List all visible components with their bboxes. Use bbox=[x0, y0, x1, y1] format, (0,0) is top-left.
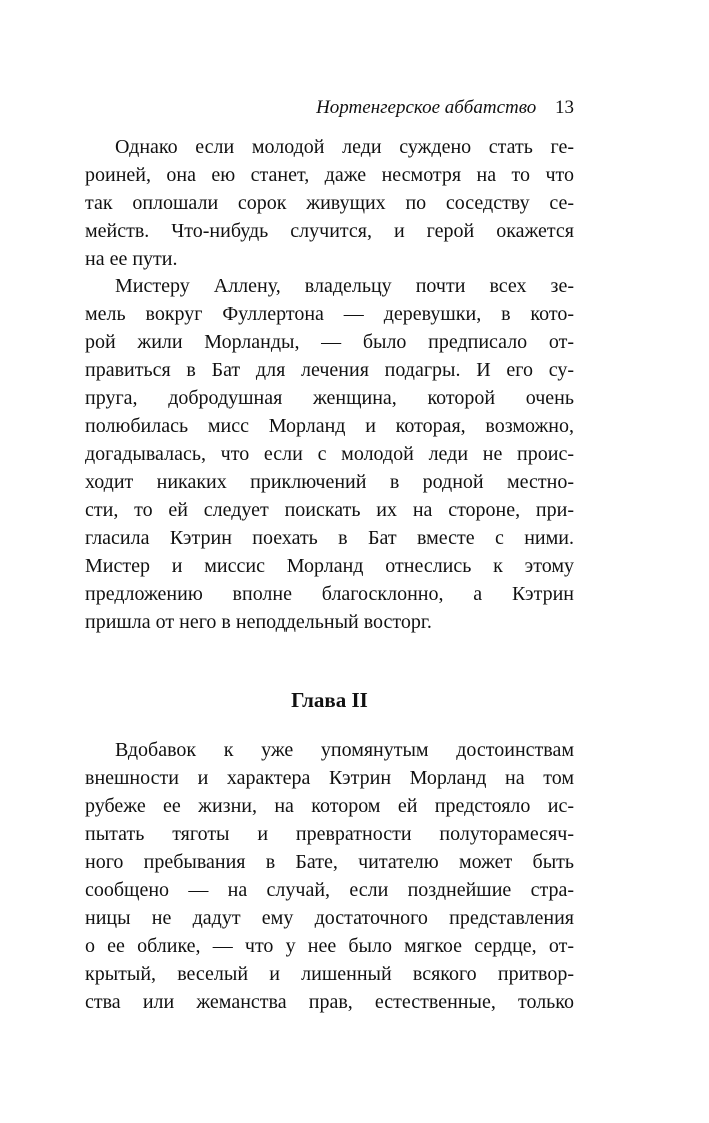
text-line: Однако если молодой леди суждено стать ге- bbox=[115, 136, 574, 158]
text-line: пытать тяготы и превратности полуторамесяч- bbox=[85, 823, 574, 845]
text-line: крытый, веселый и лишенный всякого притвор- bbox=[85, 963, 574, 985]
text-line: ходит никаких приключений в родной местно- bbox=[85, 471, 574, 493]
paragraph bbox=[85, 133, 574, 273]
text-line: Вдобавок к уже упомянутым достоинствам bbox=[115, 739, 574, 761]
text-line: догадывалась, что если с молодой леди не проис- bbox=[85, 443, 574, 465]
running-head bbox=[316, 96, 574, 120]
text-line: на ее пути. bbox=[85, 248, 178, 270]
text-line: пришла от него в неподдельный восторг. bbox=[85, 611, 432, 633]
text-line: сти, то ей следует поискать их на стороне, при- bbox=[85, 499, 574, 521]
text-line: пруга, добродушная женщина, которой очень bbox=[85, 387, 574, 409]
text-line: ницы не дадут ему достаточного представления bbox=[85, 907, 574, 929]
text-line: мейств. Что-нибудь случится, и герой окажется bbox=[85, 220, 574, 242]
text-line: правиться в Бат для лечения подагры. И его су- bbox=[85, 359, 574, 381]
paragraph bbox=[85, 272, 574, 636]
chapter-heading: Глава II bbox=[291, 688, 368, 712]
text-line: о ее облике, — что у нее было мягкое сердце, от- bbox=[85, 935, 574, 957]
text-line: рой жили Морланды, — было предписало от- bbox=[85, 331, 574, 353]
page-number: 13 bbox=[555, 97, 574, 118]
text-line: предложению вполне благосклонно, а Кэтрин bbox=[85, 583, 574, 605]
text-line: мель вокруг Фуллертона — деревушки, в кото- bbox=[85, 303, 574, 325]
text-line: Мистер и миссис Морланд отнеслись к этому bbox=[85, 555, 574, 577]
text-line: внешности и характера Кэтрин Морланд на том bbox=[85, 767, 574, 789]
text-line: полюбилась мисс Морланд и которая, возможно, bbox=[85, 415, 574, 437]
text-line: так оплошали сорок живущих по соседству се- bbox=[85, 192, 574, 214]
text-line: ного пребывания в Бате, читателю может быть bbox=[85, 851, 574, 873]
text-line: роиней, она ею станет, даже несмотря на то что bbox=[85, 164, 574, 186]
text-line: гласила Кэтрин поехать в Бат вместе с ними. bbox=[85, 527, 574, 549]
text-line: ства или жеманства прав, естественные, только bbox=[85, 991, 574, 1013]
text-line: Мистеру Аллену, владельцу почти всех зе- bbox=[115, 275, 574, 297]
text-line: сообщено — на случай, если позднейшие стра- bbox=[85, 879, 574, 901]
text-line: рубеже ее жизни, на котором ей предстояло ис- bbox=[85, 795, 574, 817]
running-head-title: Нортенгерское аббатство bbox=[316, 97, 537, 118]
paragraph bbox=[85, 736, 574, 1016]
